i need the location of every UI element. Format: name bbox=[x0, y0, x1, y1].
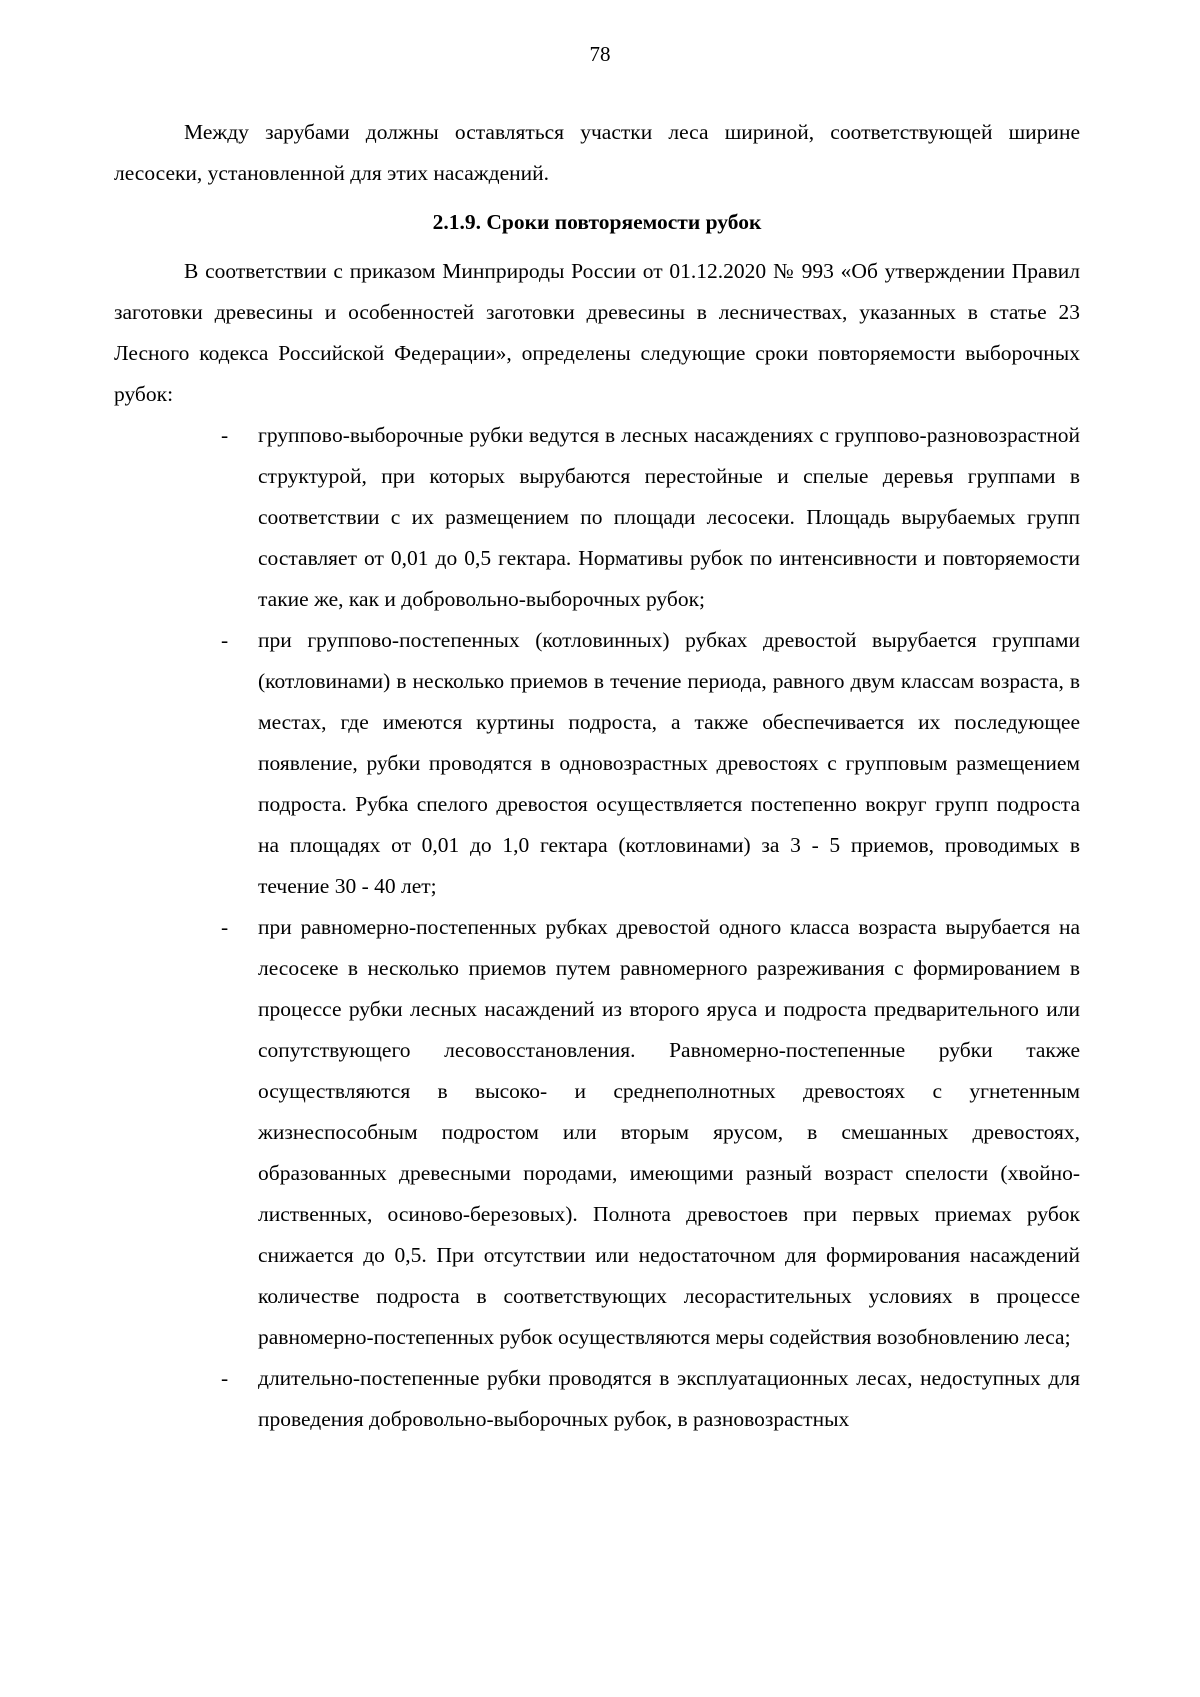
section-paragraph: В соответствии с приказом Минприроды России от 01.12.2020 № 993 «Об утверждении Правил заготовки древесины и особенностей заготовки древесины в лесничествах, указанных в статье 23 Лесного кодекса Российской Федерации», определены следующие сроки повторяемости выборочных рубок: bbox=[114, 259, 1080, 406]
list-item bbox=[221, 1358, 1080, 1440]
page-content bbox=[114, 112, 1080, 1440]
list-item-text: при группово-постепенных (котловинных) рубках древостой вырубается группами (котловинами) в несколько приемов в течение периода, равного двум классам возраста, в местах, где имеются куртины подроста, а также обеспечивается их последующее появление, рубки проводятся в одновозрастных древостоях с групповым размещением подроста. Рубка спелого древостоя осуществляется постепенно вокруг групп подроста на площадях от 0,01 до 1,0 гектара (котловинами) за 3 - 5 приемов, проводимых в течение 30 - 40 лет; bbox=[258, 628, 1080, 898]
bullet-dash: - bbox=[221, 1366, 229, 1390]
list-item-text: групповo-выборочные рубки ведутся в лесных насаждениях с групповo-разновозрастной структурой, при которых вырубаются перестойные и спелые деревья группами в соответствии с их размещением по площади лесосеки. Площадь вырубаемых групп составляет от 0,01 до 0,5 гектара. Нормативы рубок по интенсивности и повторяемости такие же, как и добровольно-выборочных рубок; bbox=[258, 423, 1080, 611]
list-item bbox=[221, 415, 1080, 620]
list-item-text: длительно-постепенные рубки проводятся в эксплуатационных лесах, недоступных для проведения добровольно-выборочных рубок, в разновозрастных bbox=[258, 1366, 1080, 1431]
intro-paragraph: Между зарубами должны оставляться участки леса шириной, соответствующей ширине лесосеки, установленной для этих насаждений. bbox=[114, 120, 1080, 185]
bullet-dash: - bbox=[221, 628, 229, 652]
bullet-dash: - bbox=[221, 423, 229, 447]
list-item bbox=[221, 907, 1080, 1358]
section-heading: 2.1.9. Сроки повторяемости рубок bbox=[432, 210, 762, 234]
cutting-types-list bbox=[114, 415, 1080, 1440]
list-item bbox=[221, 620, 1080, 907]
list-item-text: при равномерно-постепенных рубках древостой одного класса возраста вырубается на лесосеке в несколько приемов путем равномерного разреживания с формированием в процессе рубки лесных насаждений из второго яруса и подроста предварительного или сопутствующего лесовосстановления. Равномерно-постепенные рубки также осуществляются в высоко- и среднеполнотных древостоях с угнетенным жизнеспособным подростом или вторым ярусом, в смешанных древостоях, образованных древесными породами, имеющими разный возраст спелости (хвойно-лиственных, осиново-березовых). Полнота древостоев при первых приемах рубок снижается до 0,5. При отсутствии или недостаточном для формирования насаждений количестве подроста в соответствующих лесорастительных условиях в процессе равномерно-постепенных рубок осуществляются меры содействия возобновлению леса; bbox=[258, 915, 1080, 1349]
bullet-dash: - bbox=[221, 915, 229, 939]
page-number: 78 bbox=[589, 42, 611, 66]
